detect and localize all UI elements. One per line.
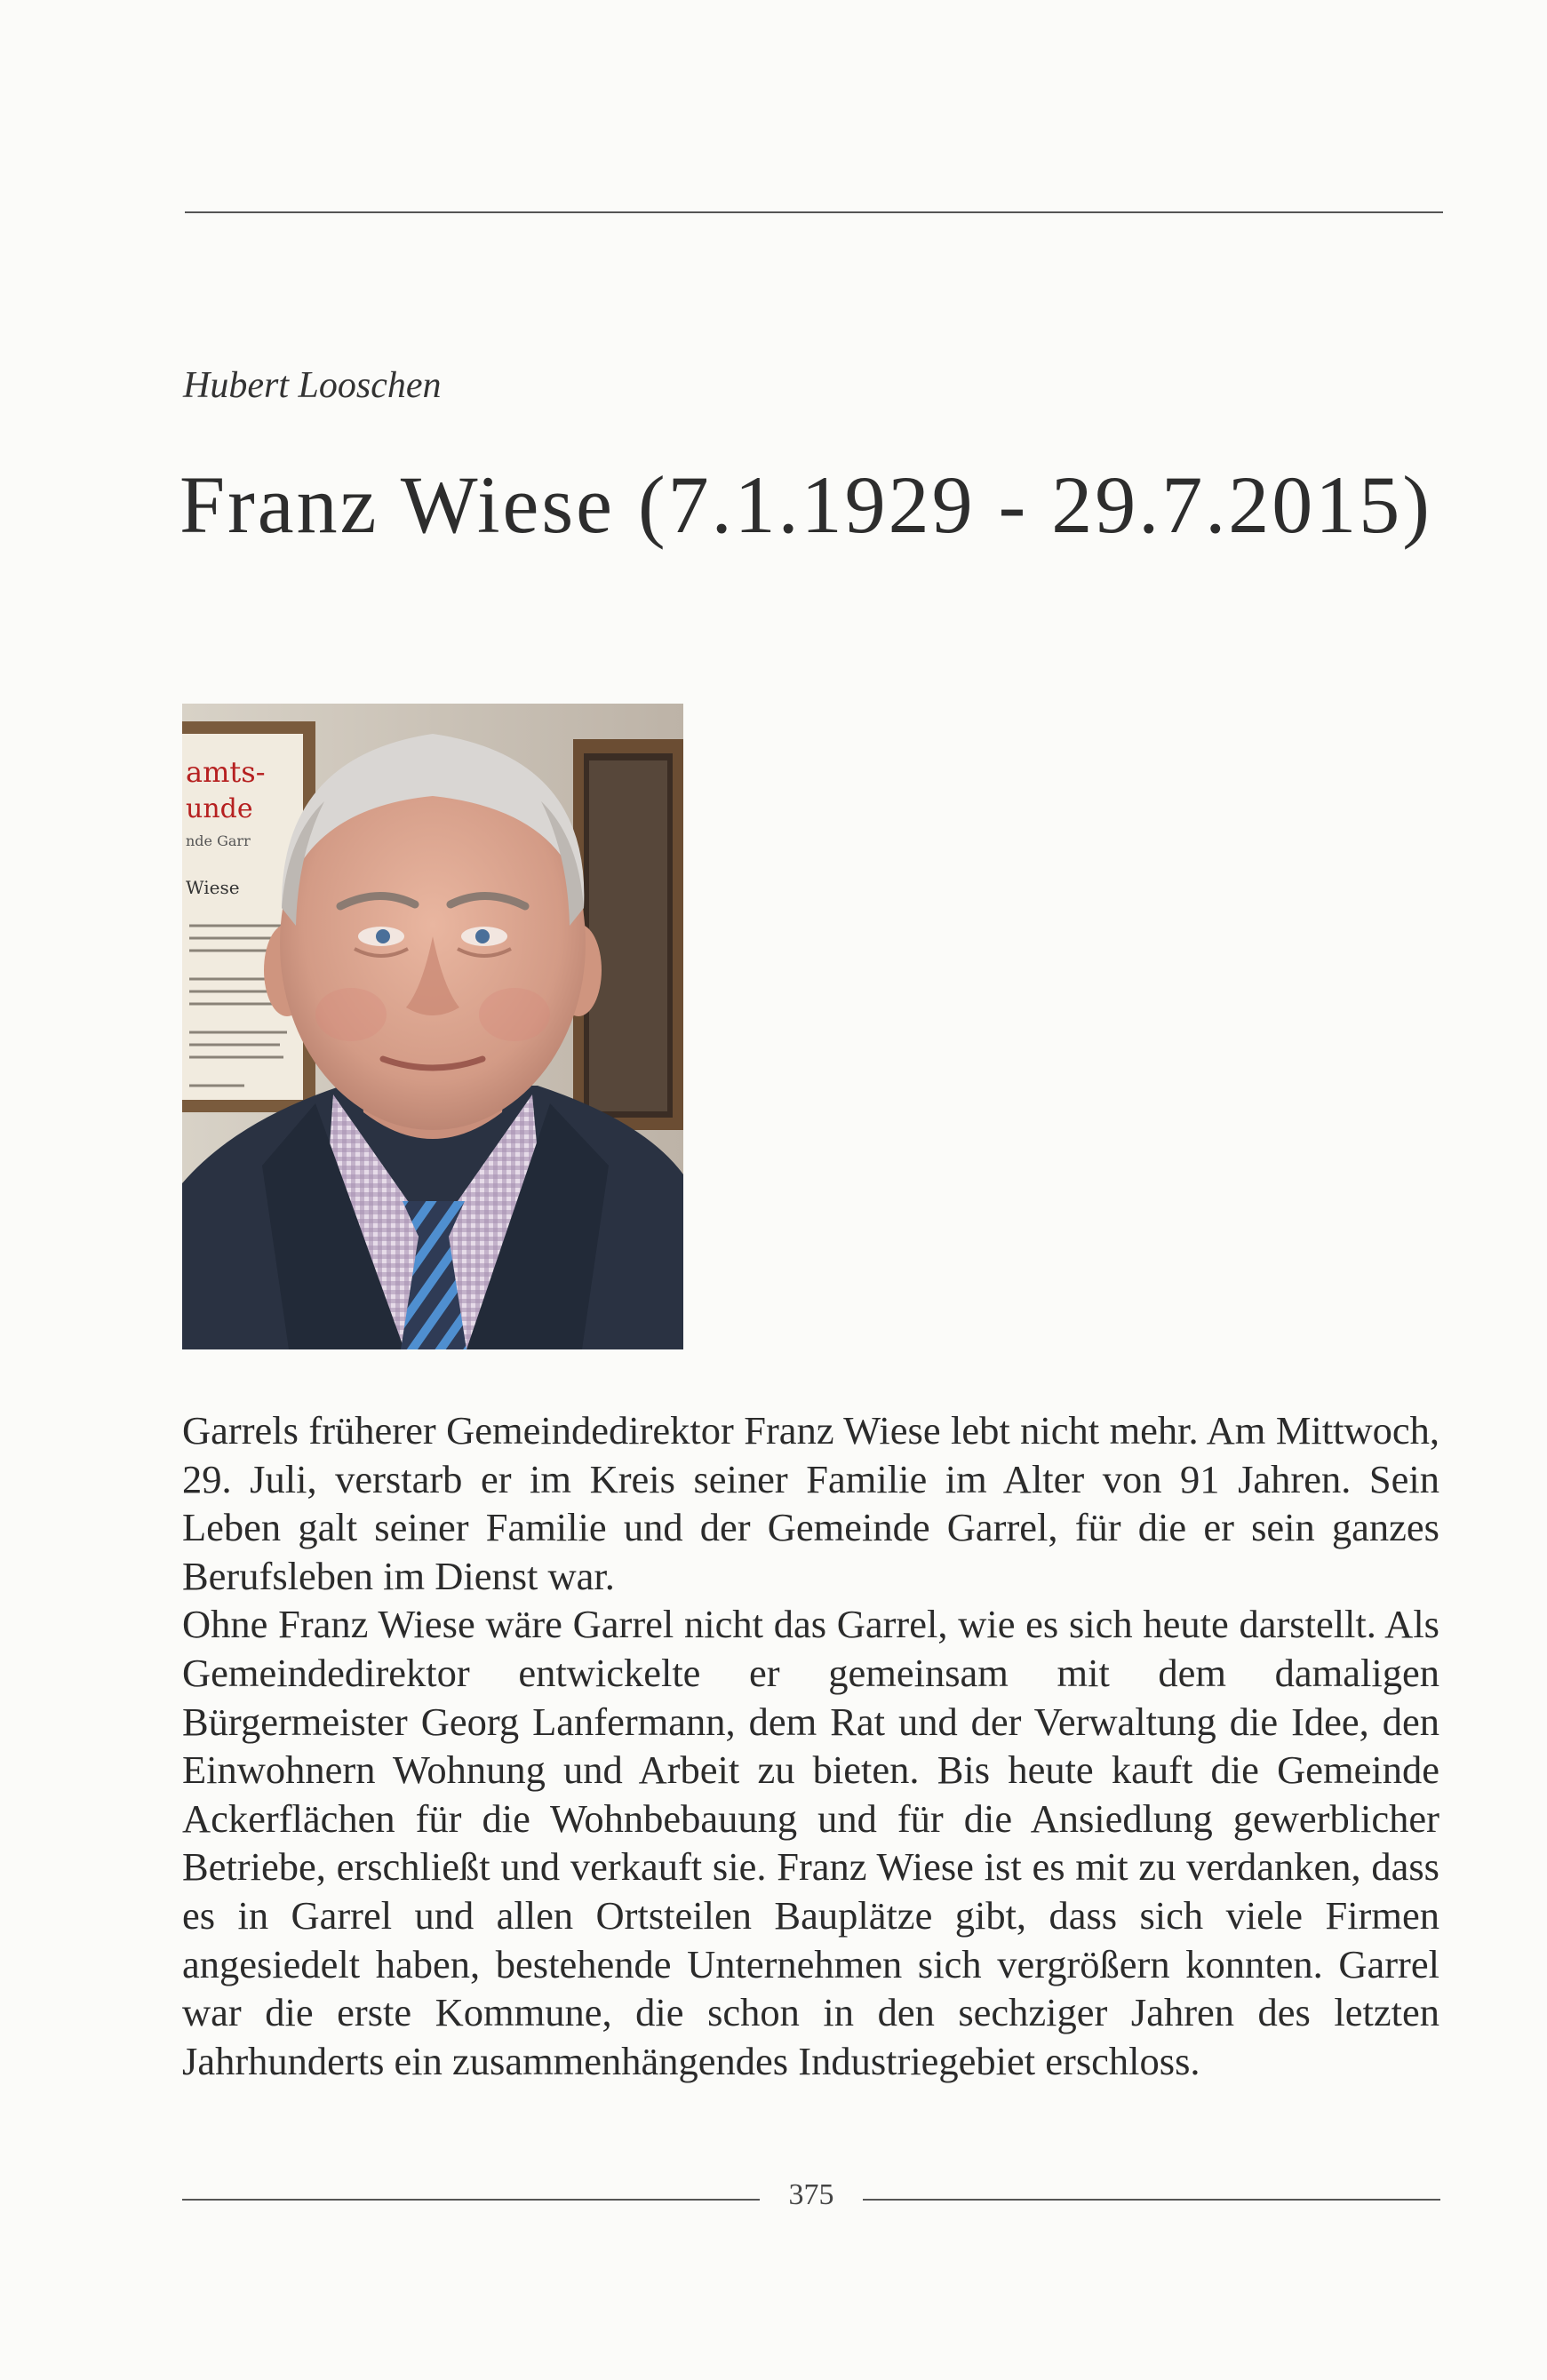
sign-line-4: Wiese <box>186 877 240 898</box>
article-title: Franz Wiese (7.1.1929 - 29.7.2015) <box>179 459 1432 550</box>
paragraph-1: Garrels früherer Gemeindedirektor Franz Wiese lebt nicht mehr. Am Mittwoch, 29. Juli, verstarb er im Kreis seiner Familie im Alter von 91 Jahren. Sein Leben galt seiner Familie und der Gemeinde Garrel, für die er sein ganzes Berufsleben im Dienst war. <box>182 1408 1439 1598</box>
portrait-illustration <box>182 704 683 1349</box>
author-name: Hubert Looschen <box>183 365 442 406</box>
sign-line-2: unde <box>186 793 253 824</box>
sign-line-3: nde Garr <box>186 832 251 849</box>
page-footer <box>182 2178 1440 2217</box>
top-rule <box>185 211 1443 213</box>
article-body <box>182 1406 1439 2085</box>
paragraph-2: Ohne Franz Wiese wäre Garrel nicht das Garrel, wie es sich heute darstellt. Als Gemeindedirektor entwickelte er gemeinsam mit dem damaligen Bürgermeister Georg Lanfermann, dem Rat und der Verwaltung die Idee, den Einwohnern Wohnung und Arbeit zu bieten. Bis heute kauft die Gemeinde Ackerflächen für die Wohnbebauung und für die Ansiedlung gewerblicher Betriebe, erschließt und verkauft sie. Franz Wiese ist es mit zu verdanken, dass es in Garrel und allen Ortsteilen Bauplätze gibt, dass sich viele Firmen angesiedelt haben, bestehende Unternehmen sich vergrößern konnten. Garrel war die erste Kommune, die schon in den sechziger Jahren des letzten Jahrhunderts ein zusammenhängendes Industriegebiet erschloss. <box>182 1602 1439 2083</box>
portrait-photo <box>182 704 683 1349</box>
sign-line-1: amts- <box>186 755 266 789</box>
footer-rule-right <box>863 2199 1440 2201</box>
page-number: 375 <box>788 2178 834 2211</box>
